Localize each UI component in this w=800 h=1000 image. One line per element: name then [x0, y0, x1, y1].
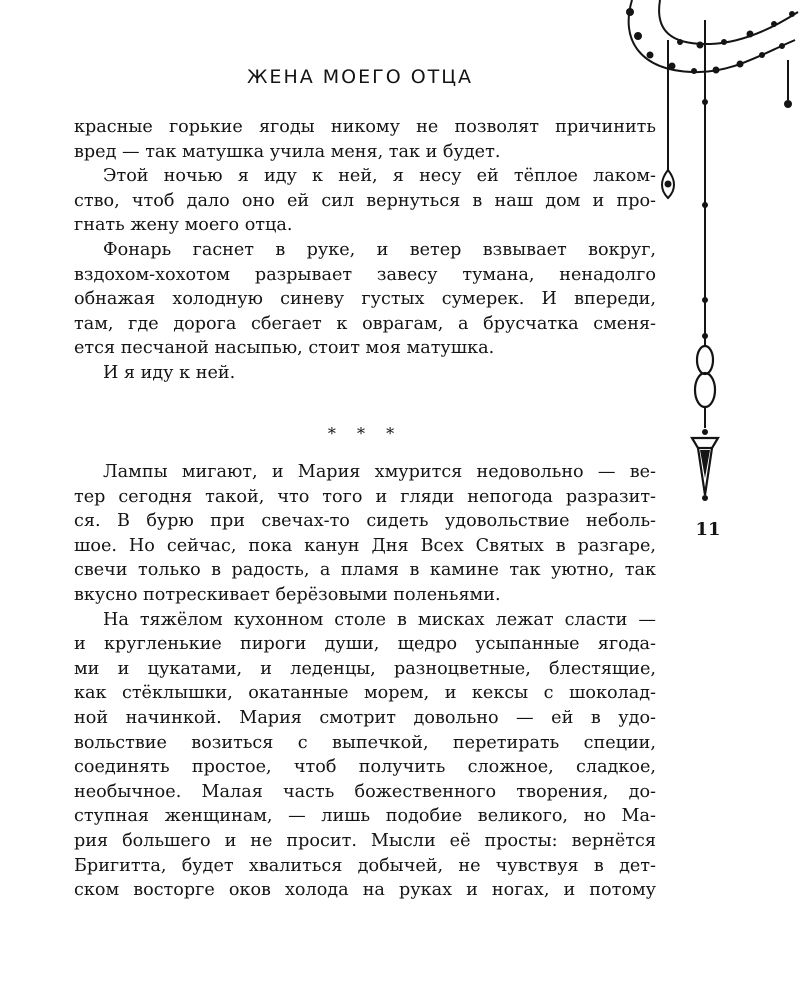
text-line: Бригитта, будет хвалиться добычей, не чувствуя в дет- [74, 855, 656, 876]
text-line: вкусно потрескивает берёзовыми поленьями. [74, 584, 501, 605]
text-section-2 [74, 460, 656, 903]
section-separator: * * * [327, 424, 403, 443]
text-line: ется песчаной насыпью, стоит моя матушка. [74, 338, 495, 359]
paragraph [74, 608, 656, 903]
paragraph [74, 238, 656, 361]
text-line: вольствие возиться с выпечкой, перетирать специи, [74, 732, 656, 753]
text-line: и кругленькие пироги души, щедро усыпанные ягода- [74, 634, 656, 655]
text-line: свечи только в радость, а пламя в камине так уютно, так [74, 560, 656, 581]
text-line: Лампы мигают, и Мария хмурится недовольно — ве- [103, 462, 656, 482]
text-line: Этой ночью я иду к ней, я несу ей тёплое лаком- [103, 166, 656, 187]
paragraph [74, 361, 656, 386]
text-line: На тяжёлом кухонном столе в мисках лежат сласти — [103, 609, 656, 630]
text-line: Фонарь гаснет в руке, и ветер взвывает вокруг, [103, 239, 656, 260]
text-line: ступная женщинам, — лишь подобие великого, но Ма- [74, 806, 656, 827]
text-line: обнажая холодную синеву густых сумерек. И впереди, [74, 289, 656, 310]
text-line: красные горькие ягоды никому не позволят причинить [74, 117, 656, 137]
text-line: ском восторге оков холода на руках и ногах, и потому [74, 880, 656, 901]
text-line: необычное. Малая часть божественного творения, до- [74, 781, 656, 802]
text-line: соединять простое, чтоб получить сложное, сладкое, [74, 757, 656, 778]
text-line: ся. В бурю при свечах-то сидеть удовольствие неболь- [74, 511, 656, 532]
text-line: И я иду к ней. [103, 362, 236, 383]
text-line: шое. Но сейчас, пока канун Дня Всех Святых в разгаре, [74, 535, 656, 556]
text-line: рия большего и не просит. Мысли её просты: вернётся [74, 830, 656, 851]
text-section-1 [74, 115, 656, 386]
text-line: как стёклышки, окатанные морем, и кексы с шоколад- [74, 683, 656, 704]
page-number: 11 [695, 519, 721, 540]
text-line: гнать жену моего отца. [74, 215, 293, 236]
text-line: ство, чтоб дало оно ей сил вернуться в наш дом и про- [74, 190, 656, 211]
text-line: ми и цукатами, и леденцы, разноцветные, блестящие, [74, 658, 656, 679]
running-head: ЖЕНА МОЕГО ОТЦА [246, 66, 474, 88]
text-line: вздохом-хохотом разрывает завесу тумана, ненадолго [74, 264, 656, 285]
text-line: там, где дорога сбегает к оврагам, а брусчатка сменя- [74, 313, 656, 334]
text-line: вред — так матушка учила меня, так и будет. [74, 141, 501, 162]
hanging-beads-pendulum-icon [600, 0, 800, 520]
paragraph [74, 164, 656, 238]
paragraph [74, 460, 656, 608]
text-line: тер сегодня такой, что того и гляди непогода разразит- [74, 486, 656, 507]
paragraph [74, 115, 656, 164]
text-line: ной начинкой. Мария смотрит довольно — ей в удо- [74, 707, 656, 728]
